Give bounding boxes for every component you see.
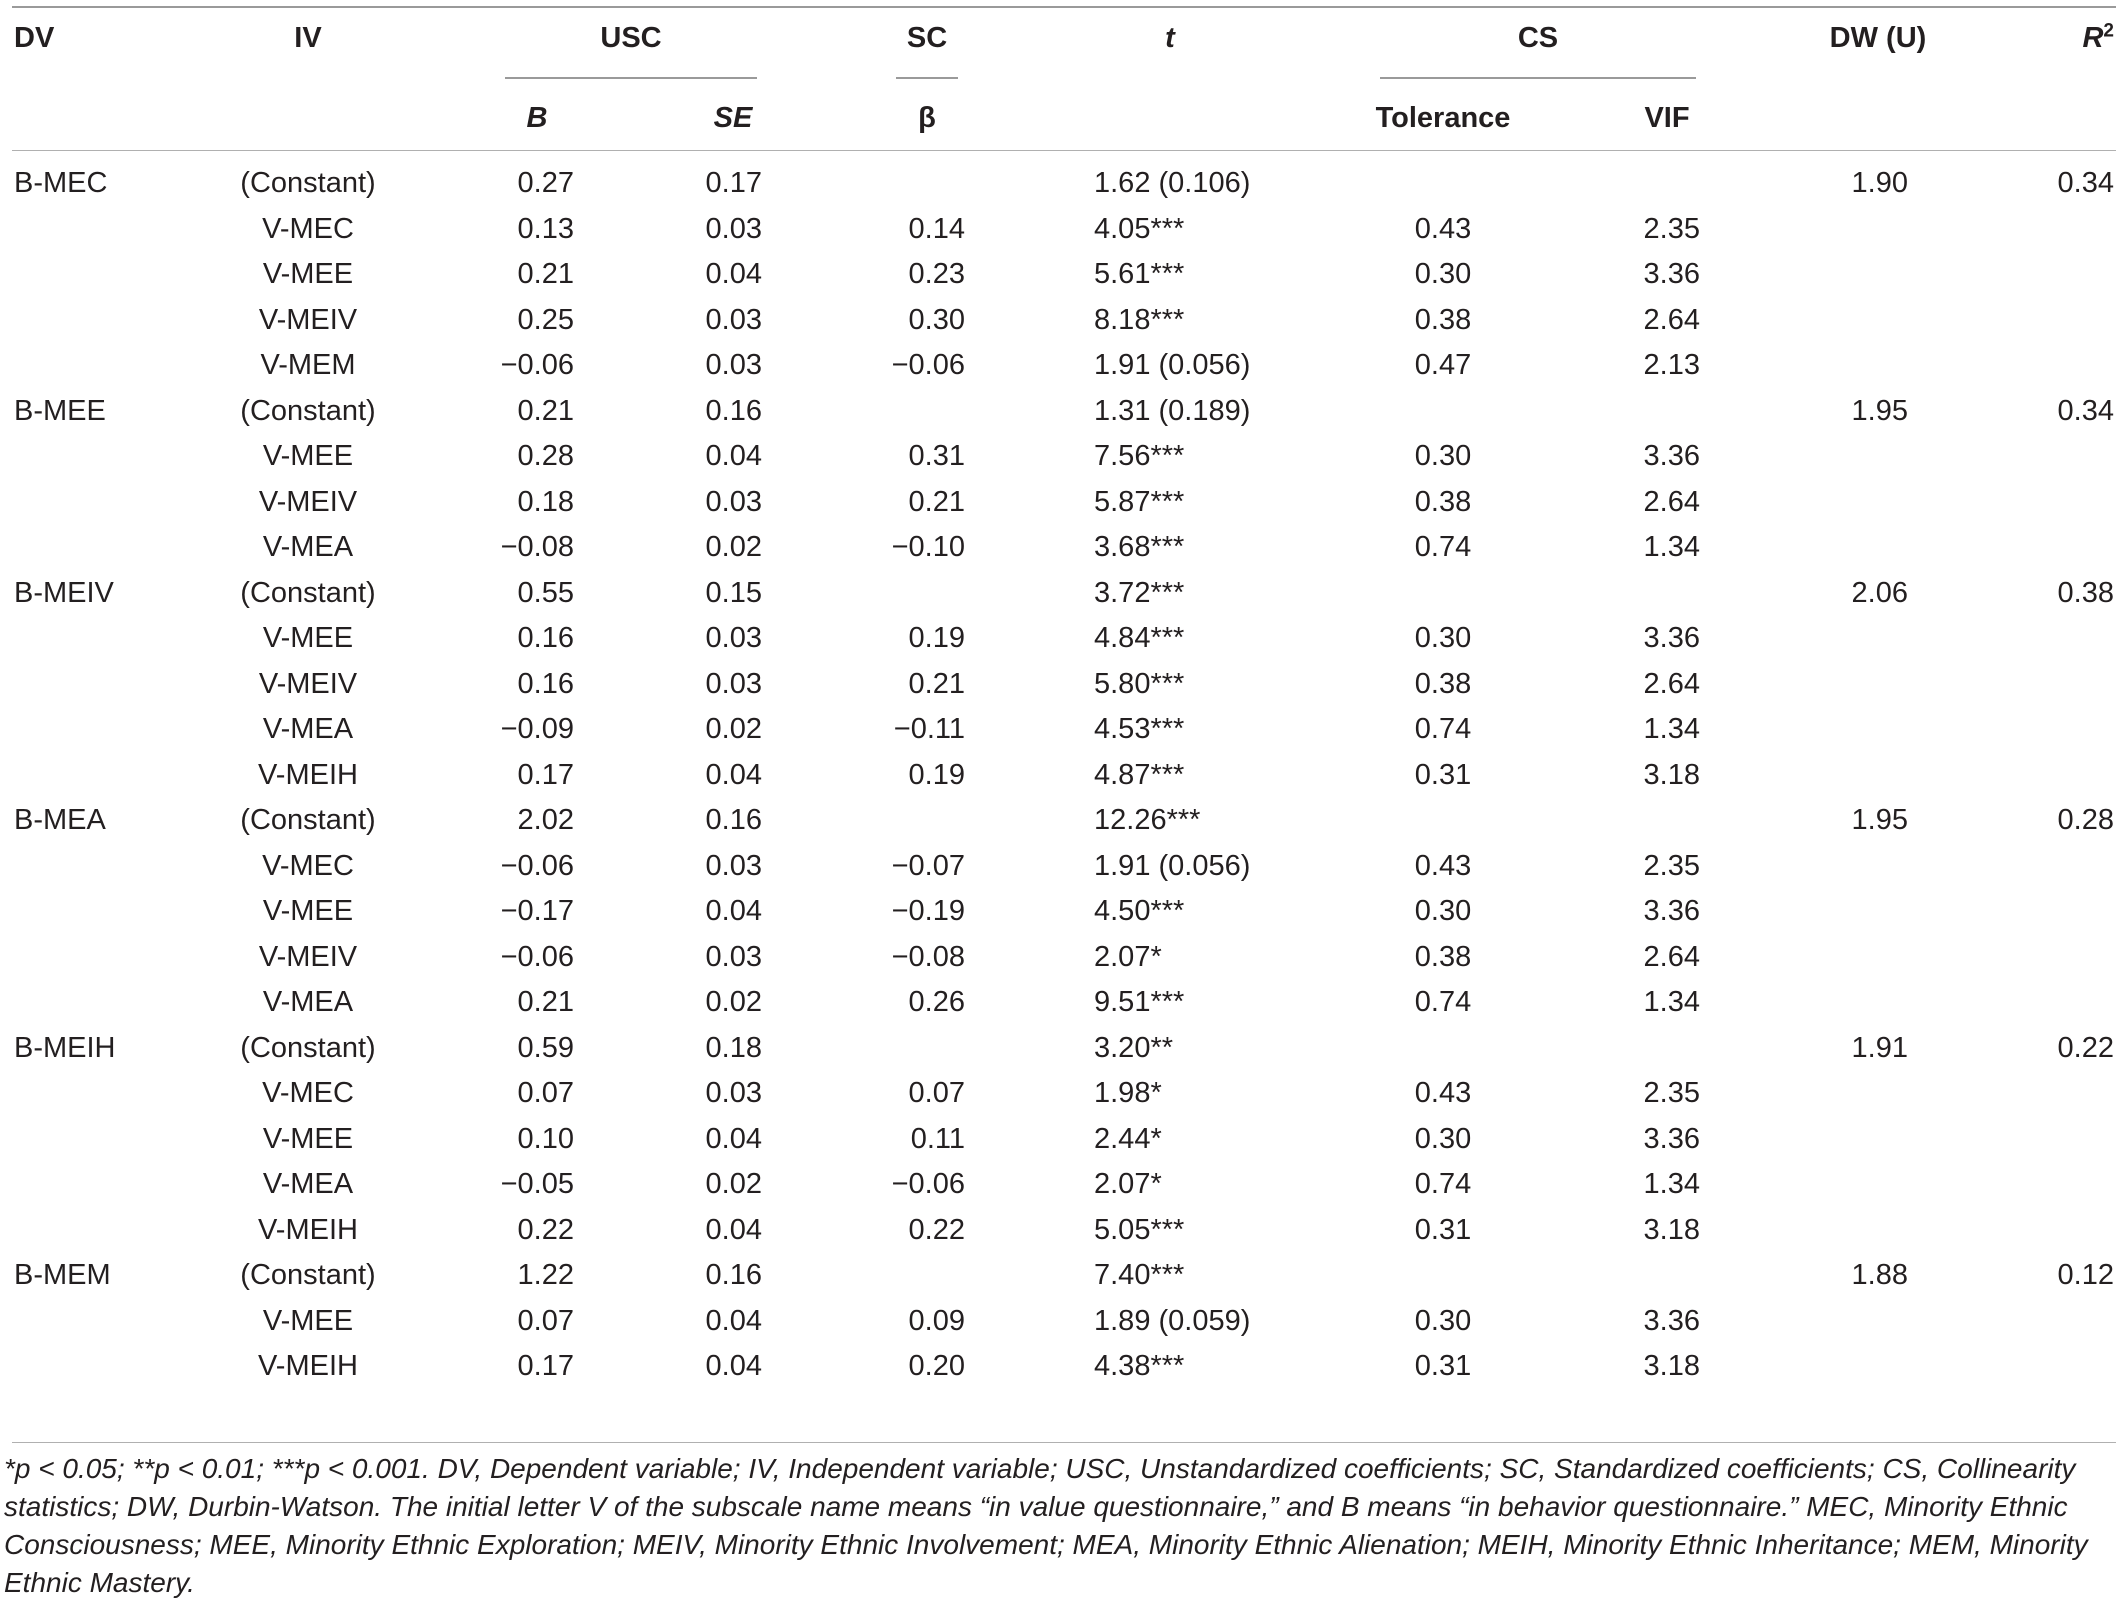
- cell-dv: B-MEE: [14, 395, 106, 427]
- cell-t: 2.07*: [1094, 1168, 1162, 1200]
- cell-dw: 2.06: [1851, 577, 1908, 609]
- header-vif: VIF: [1644, 102, 1690, 134]
- cell-b: 0.21: [517, 258, 574, 290]
- cell-vif: 1.34: [1643, 531, 1700, 563]
- cell-iv: (Constant): [240, 577, 376, 609]
- header-r2: [2082, 21, 2114, 55]
- cell-b: −0.05: [500, 1168, 574, 1200]
- cell-tolerance: 0.30: [1414, 1123, 1472, 1155]
- cell-beta: 0.19: [908, 759, 965, 791]
- cell-iv: V-MEM: [260, 349, 356, 381]
- cell-b: 0.22: [517, 1214, 574, 1246]
- cell-tolerance: 0.30: [1414, 258, 1472, 290]
- cell-se: 0.02: [705, 986, 762, 1018]
- cell-beta: −0.08: [891, 941, 965, 973]
- header-rule: [12, 150, 2116, 151]
- cell-vif: 1.34: [1643, 1168, 1700, 1200]
- cell-b: 0.17: [517, 1350, 574, 1382]
- cell-t: 5.87***: [1094, 486, 1185, 518]
- cell-dv: B-MEA: [14, 804, 106, 836]
- cell-se: 0.03: [705, 941, 762, 973]
- cell-iv: V-MEE: [262, 258, 354, 290]
- cell-se: 0.04: [705, 1305, 762, 1337]
- header-cs: CS: [1517, 22, 1559, 54]
- cell-se: 0.16: [705, 804, 762, 836]
- cell-b: 0.16: [517, 622, 574, 654]
- cell-se: 0.04: [705, 759, 762, 791]
- cell-t: 4.50***: [1094, 895, 1185, 927]
- usc-underline: [505, 77, 757, 79]
- cell-vif: 2.64: [1643, 941, 1700, 973]
- cell-vif: 2.35: [1643, 1077, 1700, 1109]
- cell-beta: 0.21: [908, 486, 965, 518]
- cell-se: 0.18: [705, 1032, 762, 1064]
- header-r2-sup: 2: [2103, 20, 2114, 42]
- cell-t: 4.87***: [1094, 759, 1185, 791]
- cell-b: −0.08: [500, 531, 574, 563]
- cell-b: −0.06: [500, 349, 574, 381]
- cell-b: 0.25: [517, 304, 574, 336]
- cell-se: 0.03: [705, 213, 762, 245]
- cell-beta: 0.14: [908, 213, 965, 245]
- cell-vif: 3.36: [1643, 258, 1700, 290]
- cell-tolerance: 0.31: [1414, 1350, 1472, 1382]
- cell-iv: V-MEIH: [258, 1214, 358, 1246]
- header-r2-letter: R: [2082, 22, 2104, 54]
- cell-t: 12.26***: [1094, 804, 1201, 836]
- cell-r2: 0.22: [2057, 1032, 2114, 1064]
- cell-se: 0.15: [705, 577, 762, 609]
- cell-se: 0.04: [705, 1123, 762, 1155]
- cell-se: 0.03: [705, 622, 762, 654]
- cell-t: 4.05***: [1094, 213, 1185, 245]
- cell-dv: B-MEIH: [14, 1032, 116, 1064]
- cell-vif: 2.64: [1643, 668, 1700, 700]
- cell-b: 2.02: [517, 804, 574, 836]
- cell-iv: (Constant): [240, 804, 376, 836]
- cell-iv: (Constant): [240, 1259, 376, 1291]
- cell-t: 1.91 (0.056): [1094, 850, 1251, 882]
- cell-b: 0.18: [517, 486, 574, 518]
- cell-iv: V-MEIV: [258, 486, 358, 518]
- cell-t: 5.05***: [1094, 1214, 1185, 1246]
- cell-tolerance: 0.74: [1414, 1168, 1472, 1200]
- cell-tolerance: 0.38: [1414, 304, 1472, 336]
- cell-r2: 0.28: [2057, 804, 2114, 836]
- cell-se: 0.16: [705, 395, 762, 427]
- header-se: SE: [713, 102, 753, 134]
- cell-b: −0.06: [500, 850, 574, 882]
- cell-tolerance: 0.74: [1414, 713, 1472, 745]
- cell-beta: 0.19: [908, 622, 965, 654]
- cell-b: −0.17: [500, 895, 574, 927]
- cell-iv: V-MEIH: [258, 759, 358, 791]
- cell-tolerance: 0.43: [1414, 850, 1472, 882]
- cell-t: 3.68***: [1094, 531, 1185, 563]
- cell-r2: 0.34: [2057, 395, 2114, 427]
- cell-tolerance: 0.31: [1414, 1214, 1472, 1246]
- cell-se: 0.04: [705, 440, 762, 472]
- cell-tolerance: 0.74: [1414, 531, 1472, 563]
- cell-iv: (Constant): [240, 395, 376, 427]
- cell-beta: −0.10: [891, 531, 965, 563]
- cell-iv: (Constant): [240, 1032, 376, 1064]
- cell-tolerance: 0.30: [1414, 895, 1472, 927]
- cell-iv: V-MEC: [262, 213, 354, 245]
- cell-iv: V-MEA: [262, 713, 354, 745]
- header-t: t: [1165, 22, 1175, 54]
- cell-t: 3.20**: [1094, 1032, 1174, 1064]
- cell-dw: 1.95: [1851, 395, 1908, 427]
- cell-t: 7.56***: [1094, 440, 1185, 472]
- cell-beta: 0.11: [910, 1123, 965, 1155]
- cell-tolerance: 0.43: [1414, 213, 1472, 245]
- cell-tolerance: 0.38: [1414, 941, 1472, 973]
- header-dw: DW (U): [1829, 22, 1927, 54]
- cell-se: 0.04: [705, 1214, 762, 1246]
- cell-dw: 1.95: [1851, 804, 1908, 836]
- cell-se: 0.02: [705, 531, 762, 563]
- header-iv: IV: [294, 22, 322, 54]
- cell-beta: 0.21: [908, 668, 965, 700]
- cell-iv: V-MEE: [262, 1305, 354, 1337]
- cell-se: 0.03: [705, 668, 762, 700]
- cell-t: 1.98*: [1094, 1077, 1162, 1109]
- cell-se: 0.04: [705, 895, 762, 927]
- cell-beta: −0.07: [891, 850, 965, 882]
- cell-b: 0.10: [517, 1123, 574, 1155]
- cell-beta: −0.06: [891, 1168, 965, 1200]
- cell-t: 3.72***: [1094, 577, 1185, 609]
- cell-iv: V-MEE: [262, 895, 354, 927]
- cell-tolerance: 0.30: [1414, 622, 1472, 654]
- cell-se: 0.03: [705, 850, 762, 882]
- cell-b: 0.59: [517, 1032, 574, 1064]
- cell-b: 0.28: [517, 440, 574, 472]
- cell-b: 0.21: [517, 986, 574, 1018]
- cell-se: 0.17: [705, 167, 762, 199]
- cell-dw: 1.90: [1851, 167, 1908, 199]
- cell-beta: −0.19: [891, 895, 965, 927]
- cell-se: 0.03: [705, 304, 762, 336]
- cell-t: 4.84***: [1094, 622, 1185, 654]
- cell-beta: 0.07: [908, 1077, 965, 1109]
- cell-b: 0.07: [517, 1305, 574, 1337]
- cell-iv: V-MEE: [262, 1123, 354, 1155]
- cell-beta: 0.26: [908, 986, 965, 1018]
- cell-vif: 3.36: [1643, 1123, 1700, 1155]
- cell-dv: B-MEIV: [14, 577, 114, 609]
- cell-vif: 2.35: [1643, 850, 1700, 882]
- cell-b: 0.13: [517, 213, 574, 245]
- cell-vif: 3.18: [1643, 759, 1700, 791]
- cell-iv: (Constant): [240, 167, 376, 199]
- top-rule: [12, 6, 2116, 8]
- cell-tolerance: 0.38: [1414, 668, 1472, 700]
- cell-b: −0.06: [500, 941, 574, 973]
- bottom-rule: [12, 1442, 2116, 1443]
- cell-t: 1.62 (0.106): [1094, 167, 1251, 199]
- cell-t: 5.80***: [1094, 668, 1185, 700]
- cs-underline: [1380, 77, 1696, 79]
- cell-dw: 1.91: [1851, 1032, 1908, 1064]
- header-beta: β: [918, 102, 936, 134]
- cell-r2: 0.34: [2057, 167, 2114, 199]
- header-tolerance: Tolerance: [1375, 102, 1511, 134]
- header-dv: DV: [14, 22, 55, 54]
- cell-t: 8.18***: [1094, 304, 1185, 336]
- cell-iv: V-MEA: [262, 986, 354, 1018]
- cell-b: 1.22: [517, 1259, 574, 1291]
- cell-iv: V-MEE: [262, 440, 354, 472]
- cell-b: 0.55: [517, 577, 574, 609]
- cell-vif: 3.36: [1643, 622, 1700, 654]
- header-usc: USC: [600, 22, 662, 54]
- cell-se: 0.03: [705, 486, 762, 518]
- cell-t: 1.91 (0.056): [1094, 349, 1251, 381]
- cell-t: 4.38***: [1094, 1350, 1185, 1382]
- cell-tolerance: 0.43: [1414, 1077, 1472, 1109]
- cell-b: −0.09: [500, 713, 574, 745]
- cell-beta: 0.31: [908, 440, 965, 472]
- sc-underline: [896, 77, 958, 79]
- cell-iv: V-MEC: [262, 1077, 354, 1109]
- cell-b: 0.21: [517, 395, 574, 427]
- cell-tolerance: 0.38: [1414, 486, 1472, 518]
- cell-iv: V-MEC: [262, 850, 354, 882]
- cell-iv: V-MEA: [262, 531, 354, 563]
- cell-iv: V-MEA: [262, 1168, 354, 1200]
- cell-beta: 0.23: [908, 258, 965, 290]
- cell-t: 7.40***: [1094, 1259, 1185, 1291]
- cell-b: 0.07: [517, 1077, 574, 1109]
- cell-beta: −0.11: [893, 713, 965, 745]
- cell-t: 9.51***: [1094, 986, 1185, 1018]
- cell-dv: B-MEM: [14, 1259, 111, 1291]
- cell-vif: 1.34: [1643, 986, 1700, 1018]
- cell-tolerance: 0.31: [1414, 759, 1472, 791]
- cell-se: 0.16: [705, 1259, 762, 1291]
- cell-iv: V-MEE: [262, 622, 354, 654]
- cell-vif: 1.34: [1643, 713, 1700, 745]
- cell-se: 0.04: [705, 1350, 762, 1382]
- cell-iv: V-MEIV: [258, 668, 358, 700]
- cell-vif: 3.36: [1643, 440, 1700, 472]
- cell-se: 0.02: [705, 1168, 762, 1200]
- cell-t: 2.44*: [1094, 1123, 1162, 1155]
- cell-dw: 1.88: [1851, 1259, 1908, 1291]
- table-footnote: *p < 0.05; **p < 0.01; ***p < 0.001. DV, Dependent variable; IV, Independent variable; USC, Unstandardized coefficients; SC, Standardized coefficients; CS, Collinearity statistics; DW, Durbin-Watson. The initial letter V of the subscale name means “in value questionnaire,” and B means “in behavior questionnaire.” MEC, Minority Ethnic Consciousness; MEE, Minority Ethnic Exploration; MEIV, Minority Ethnic Involvement; MEA, Minority Ethnic Alienation; MEIH, Minority Ethnic Inheritance; MEM, Minority Ethnic Mastery.: [4, 1453, 2088, 1598]
- cell-tolerance: 0.30: [1414, 1305, 1472, 1337]
- cell-se: 0.03: [705, 349, 762, 381]
- cell-b: 0.16: [517, 668, 574, 700]
- cell-iv: V-MEIH: [258, 1350, 358, 1382]
- cell-iv: V-MEIV: [258, 304, 358, 336]
- cell-dv: B-MEC: [14, 167, 108, 199]
- cell-t: 4.53***: [1094, 713, 1185, 745]
- cell-t: 1.31 (0.189): [1094, 395, 1251, 427]
- cell-r2: 0.12: [2057, 1259, 2114, 1291]
- cell-t: 5.61***: [1094, 258, 1185, 290]
- header-sc: SC: [906, 22, 948, 54]
- cell-t: 1.89 (0.059): [1094, 1305, 1251, 1337]
- cell-se: 0.02: [705, 713, 762, 745]
- cell-vif: 2.13: [1643, 349, 1700, 381]
- cell-beta: −0.06: [891, 349, 965, 381]
- cell-beta: 0.09: [908, 1305, 965, 1337]
- cell-b: 0.17: [517, 759, 574, 791]
- cell-beta: 0.20: [908, 1350, 965, 1382]
- cell-tolerance: 0.30: [1414, 440, 1472, 472]
- header-b: B: [526, 102, 548, 134]
- cell-tolerance: 0.74: [1414, 986, 1472, 1018]
- cell-vif: 3.36: [1643, 895, 1700, 927]
- cell-vif: 3.36: [1643, 1305, 1700, 1337]
- cell-vif: 2.64: [1643, 486, 1700, 518]
- cell-vif: 3.18: [1643, 1350, 1700, 1382]
- cell-vif: 2.64: [1643, 304, 1700, 336]
- cell-se: 0.04: [705, 258, 762, 290]
- cell-se: 0.03: [705, 1077, 762, 1109]
- cell-vif: 3.18: [1643, 1214, 1700, 1246]
- cell-beta: 0.30: [908, 304, 965, 336]
- cell-tolerance: 0.47: [1414, 349, 1472, 381]
- cell-iv: V-MEIV: [258, 941, 358, 973]
- cell-beta: 0.22: [908, 1214, 965, 1246]
- cell-b: 0.27: [517, 167, 574, 199]
- cell-r2: 0.38: [2057, 577, 2114, 609]
- cell-t: 2.07*: [1094, 941, 1162, 973]
- cell-vif: 2.35: [1643, 213, 1700, 245]
